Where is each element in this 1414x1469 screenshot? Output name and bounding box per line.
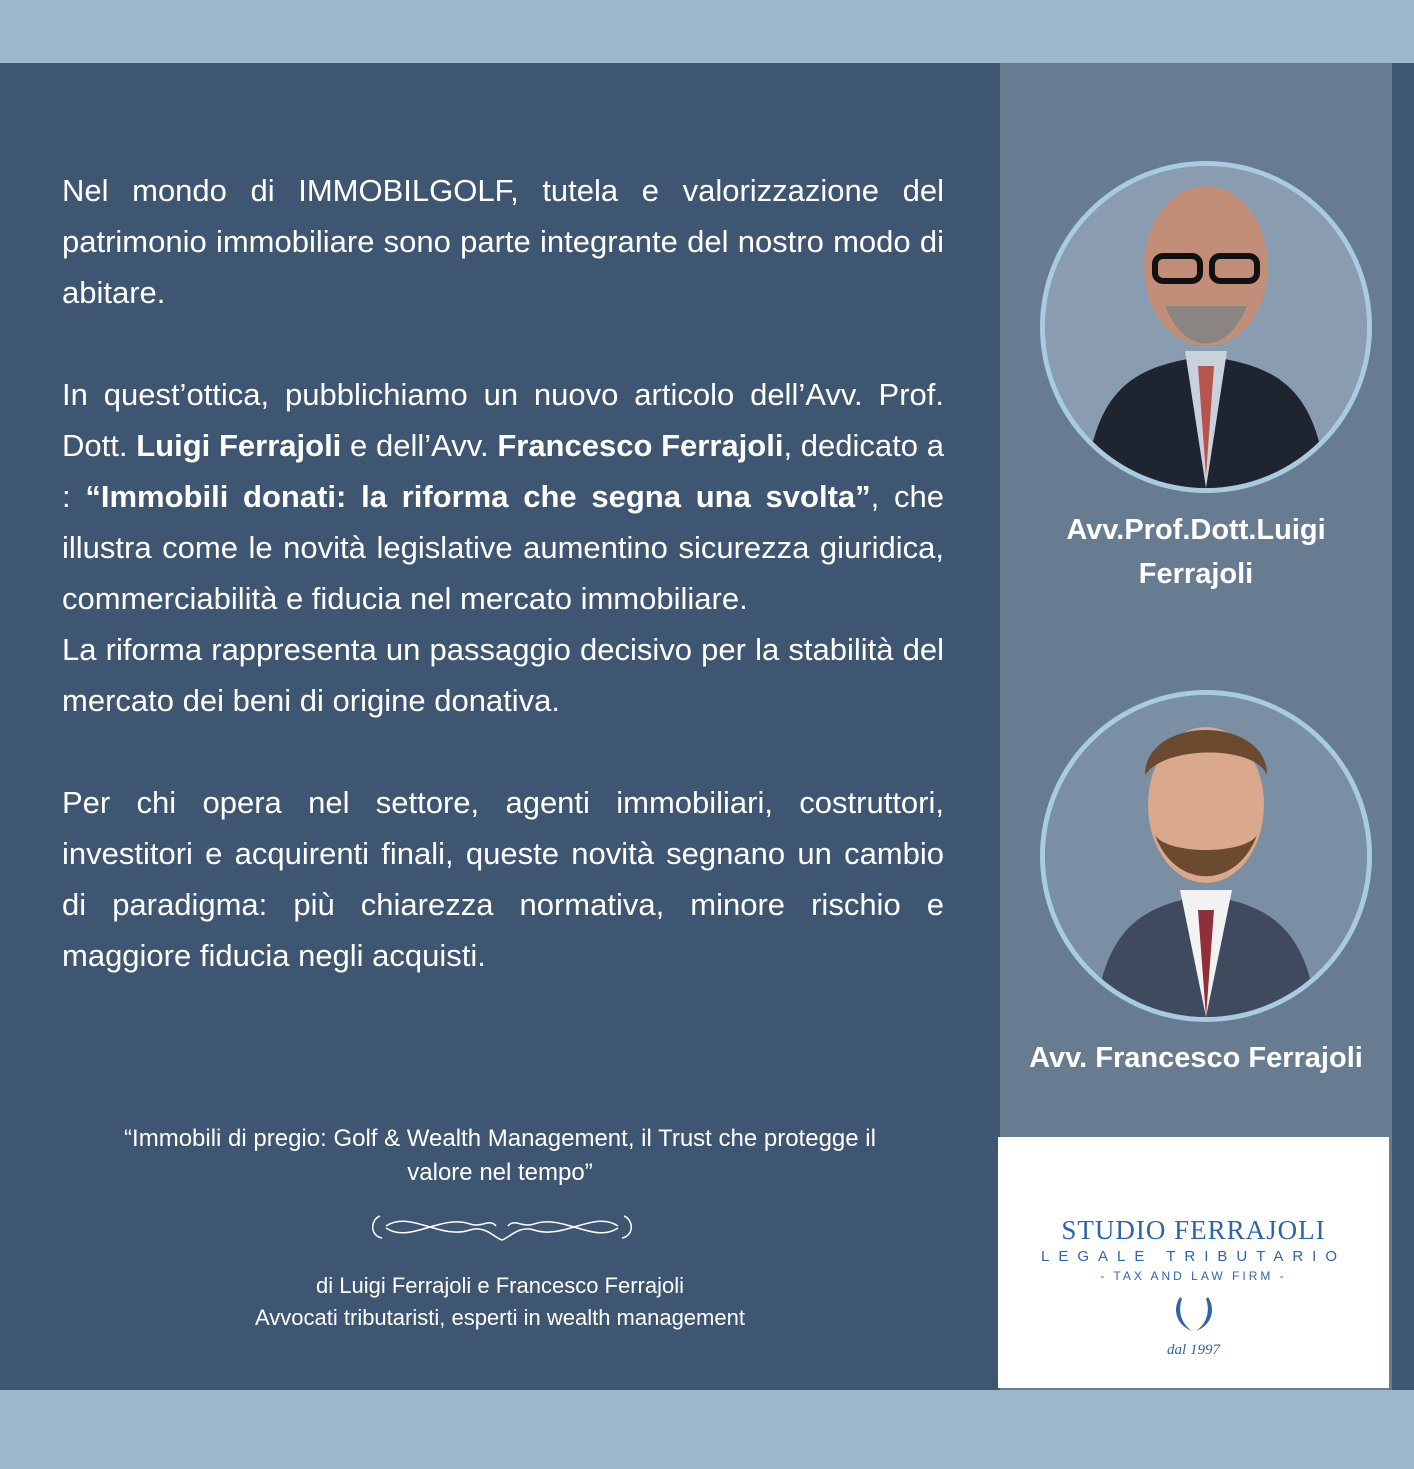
top-band xyxy=(0,0,1414,63)
portrait-francesco-ferrajoli xyxy=(1040,690,1372,1022)
article-body xyxy=(62,165,944,981)
paragraph-article xyxy=(62,369,944,624)
paragraph-reform: La riforma rappresenta un passaggio decisivo per la stabilità del mercato dei beni di origine donativa. xyxy=(62,632,944,718)
text: , dedicato a : xyxy=(62,428,944,514)
logo-since: dal 1997 xyxy=(1167,1342,1220,1358)
byline xyxy=(100,1270,900,1334)
person-photo-icon xyxy=(1045,695,1367,1017)
bottom-band xyxy=(0,1390,1414,1469)
name-francesco-ferrajoli: Avv. Francesco Ferrajoli xyxy=(1029,1042,1363,1074)
name-line: Ferrajoli xyxy=(1138,558,1254,590)
edge-strip xyxy=(1392,63,1414,1390)
portrait-luigi-ferrajoli xyxy=(1040,161,1372,493)
logo-title: STUDIO FERRAJOLI xyxy=(1061,1215,1326,1245)
quote-title: “Immobili di pregio: Golf & Wealth Management, il Trust che protegge il valore nel tempo” xyxy=(124,1125,876,1186)
paragraph-sector: Per chi opera nel settore, agenti immobiliari, costruttori, investitori e acquirenti finali, queste novità segnano un cambio di paradigma: più chiarezza normativa, minore rischio e maggiore fiducia negli acquisti. xyxy=(62,785,944,973)
person-photo-icon xyxy=(1045,166,1367,488)
byline-role: Avvocati tributaristi, esperti in wealth management xyxy=(255,1305,745,1330)
text: In quest’ottica, pubblichiamo un nuovo articolo dell’Avv. Prof. Dott. xyxy=(62,377,944,463)
logo-subtitle: LEGALE TRIBUTARIO xyxy=(1041,1248,1346,1265)
name-line: Avv.Prof.Dott.Luigi xyxy=(1066,514,1326,546)
text: e dell’Avv. xyxy=(341,428,498,463)
studio-ferrajoli-logo xyxy=(998,1137,1389,1388)
text: , che illustra come le novità legislative aumentino sicurezza giuridica, commerciabilità e fiducia nel mercato immobiliare. xyxy=(62,479,944,616)
paragraph-intro: Nel mondo di IMMOBILGOLF, tutela e valorizzazione del patrimonio immobiliare sono parte integrante del nostro modo di abitare. xyxy=(62,173,944,310)
ornament-divider-icon xyxy=(370,1210,634,1244)
article-title: “Immobili donati: la riforma che segna una svolta” xyxy=(85,479,871,514)
byline-authors: di Luigi Ferrajoli e Francesco Ferrajoli xyxy=(315,1273,685,1298)
logo-tagline: - TAX AND LAW FIRM - xyxy=(1100,1269,1287,1283)
laurel-wreath-icon xyxy=(1172,1295,1216,1335)
author-name: Francesco Ferrajoli xyxy=(497,428,784,463)
author-name: Luigi Ferrajoli xyxy=(136,428,342,463)
name-luigi-ferrajoli xyxy=(1000,508,1392,596)
